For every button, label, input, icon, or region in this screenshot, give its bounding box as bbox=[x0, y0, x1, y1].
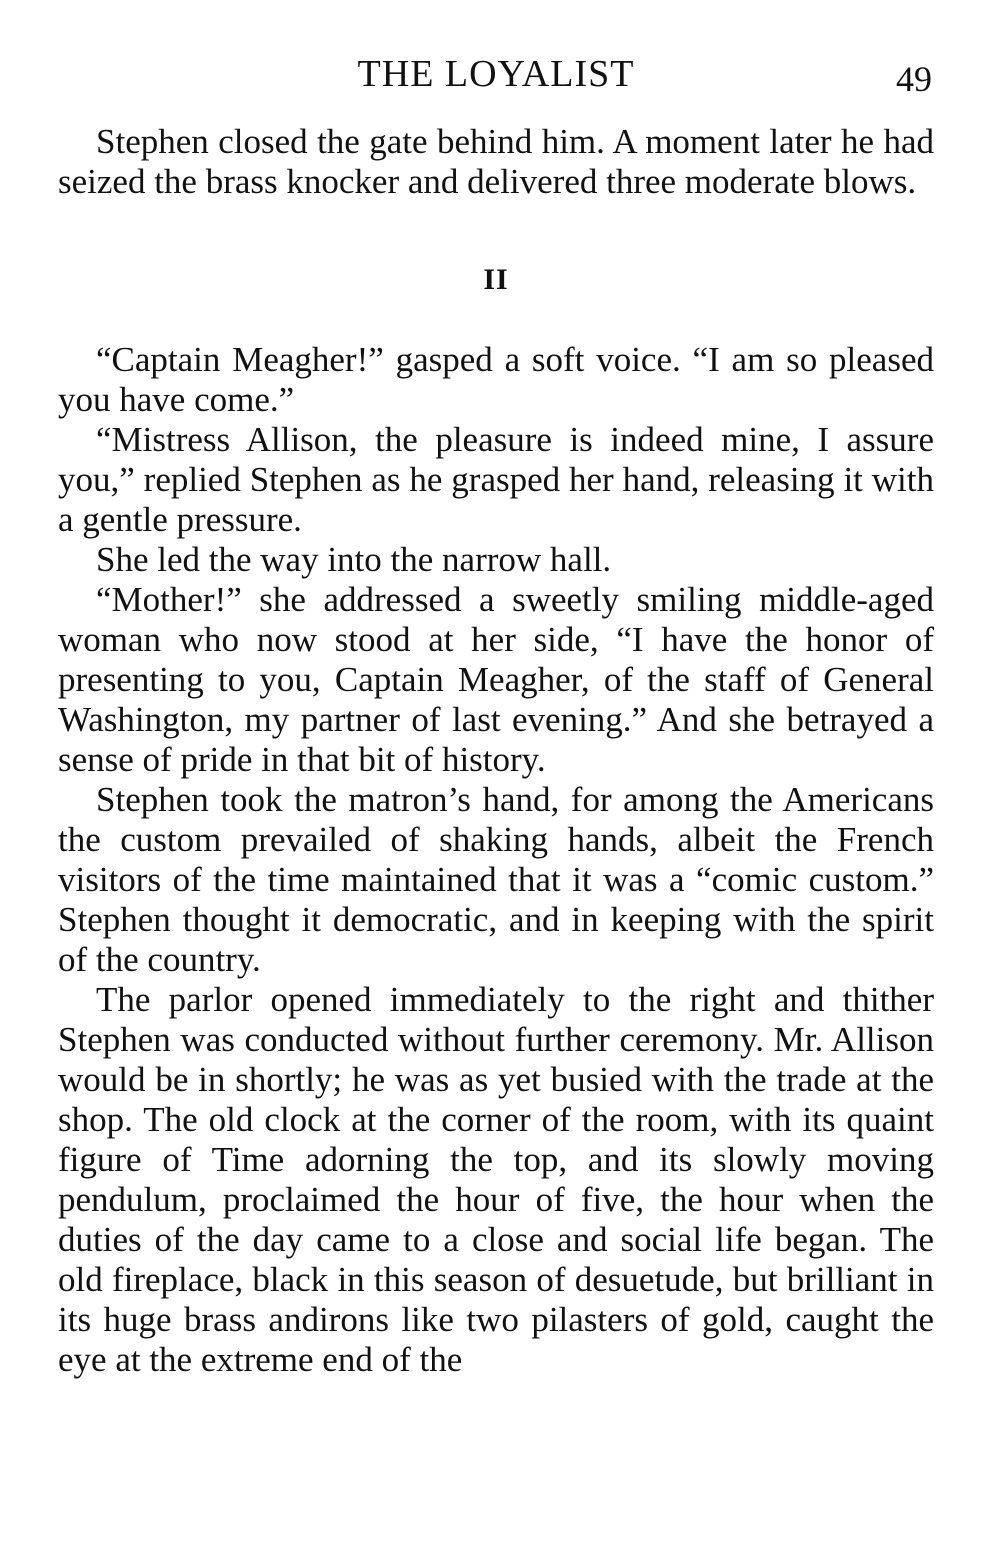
section-heading: II bbox=[483, 263, 509, 296]
paragraph-3: “Mistress Allison, the pleasure is indeed mine, I assure you,” replied Stephen as he grasped her hand, releasing it with a gentle pressure. bbox=[58, 420, 934, 539]
paragraph-2: “Captain Meagher!” gasped a soft voice. “I am so pleased you have come.” bbox=[58, 340, 934, 419]
body-text bbox=[58, 122, 934, 1380]
paragraph-1: Stephen closed the gate behind him. A moment later he had seized the brass knocker and delivered three moderate blows. bbox=[58, 122, 934, 201]
paragraph-6: Stephen took the matron’s hand, for among the Americans the custom prevailed of shaking hands, albeit the French visitors of the time maintained that it was a “comic custom.” Stephen thought it democratic, and in keeping with the spirit of the country. bbox=[58, 780, 934, 979]
page-header bbox=[58, 52, 934, 104]
paragraph-7: The parlor opened immediately to the right and thither Stephen was conducted without further ceremony. Mr. Allison would be in shortly; he was as yet busied with the trade at the shop. The old clock at the corner of the room, with its quaint figure of Time adorning the top, and its slowly moving pendulum, proclaimed the hour of five, the hour when the duties of the day came to a close and social life began. The old fireplace, black in this season of desuetude, but brilliant in its huge brass andirons like two pilasters of gold, caught the eye at the extreme end of the bbox=[58, 980, 934, 1379]
paragraph-4: She led the way into the narrow hall. bbox=[96, 540, 612, 579]
paragraph-5: “Mother!” she addressed a sweetly smiling middle-aged woman who now stood at her side, “I have the honor of presenting to you, Captain Meagher, of the staff of General Washington, my partner of last evening.” And she betrayed a sense of pride in that bit of history. bbox=[58, 580, 934, 779]
page-number: 49 bbox=[896, 59, 932, 99]
book-page bbox=[58, 52, 934, 1380]
running-title: THE LOYALIST bbox=[357, 53, 635, 95]
